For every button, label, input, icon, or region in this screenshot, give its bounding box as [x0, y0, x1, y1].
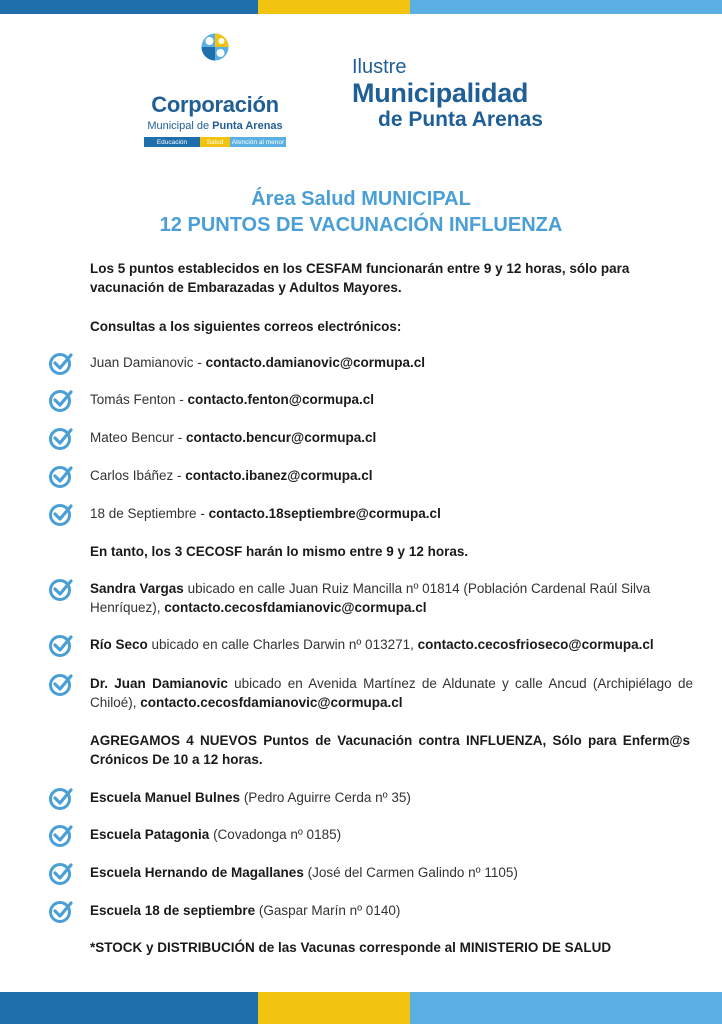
checkmark-circle-icon: [48, 671, 74, 697]
email-link[interactable]: contacto.18septiembre@cormupa.cl: [208, 506, 441, 521]
email-link[interactable]: contacto.cecosfdamianovic@cormupa.cl: [164, 600, 427, 615]
checkmark-circle-icon: [48, 501, 74, 527]
email-link[interactable]: contacto.ibanez@cormupa.cl: [185, 468, 373, 483]
list-item: Sandra Vargas ubicado en calle Juan Ruiz Mancilla nº 01814 (Población Cardenal Raúl Silva Henríquez), contacto.cecosfdamianovic@cormupa.cl: [48, 579, 693, 617]
municipalidad-logo: [352, 56, 543, 132]
list-item: Escuela 18 de septiembre (Gaspar Marín nº 0140): [48, 901, 693, 924]
tag-educacion: Educación: [144, 137, 200, 147]
checkmark-circle-icon: [48, 860, 74, 886]
email-link[interactable]: contacto.fenton@cormupa.cl: [187, 392, 374, 407]
heading-line2: 12 PUNTOS DE VACUNACIÓN INFLUENZA: [159, 214, 563, 236]
corporacion-tags: [144, 137, 286, 147]
heading-line1: Área Salud MUNICIPAL: [251, 188, 471, 210]
checkmark-circle-icon: [48, 576, 74, 602]
list-item: Escuela Patagonia (Covadonga nº 0185): [48, 825, 693, 848]
checkmark-circle-icon: [48, 822, 74, 848]
nuevos-intro-text: AGREGAMOS 4 NUEVOS Puntos de Vacunación contra INFLUENZA, Sólo para Enferm@s Crónicos De 10 a 12 horas.: [90, 733, 690, 767]
list-item: Dr. Juan Damianovic ubicado en Avenida Martínez de Aldunate y calle Ancud (Archipiélago de Chiloé), contacto.cecosfdamianovic@cormupa.cl: [48, 674, 693, 712]
footer-note: *STOCK y DISTRIBUCIÓN de las Vacunas corresponde al MINISTERIO DE SALUD: [90, 940, 612, 955]
intro-text: Los 5 puntos establecidos en los CESFAM funcionarán entre 9 y 12 horas, sólo para vacunación de Embarazadas y Adultos Mayores.: [90, 261, 630, 295]
email-link[interactable]: contacto.bencur@cormupa.cl: [186, 430, 377, 445]
tag-salud: Salud: [200, 137, 230, 147]
checkmark-circle-icon: [48, 387, 74, 413]
top-color-stripe: [0, 0, 722, 14]
checkmark-circle-icon: [48, 632, 74, 658]
cecosf-intro-text: En tanto, los 3 CECOSF harán lo mismo entre 9 y 12 horas.: [90, 544, 469, 559]
consultas-text: Consultas a los siguientes correos electrónicos:: [90, 319, 402, 334]
list-item: Tomás Fenton - contacto.fenton@cormupa.cl: [48, 390, 693, 413]
muni-line3: de Punta Arenas: [378, 108, 543, 131]
corporacion-logo-icon: [140, 32, 290, 92]
email-link[interactable]: contacto.damianovic@cormupa.cl: [205, 355, 426, 370]
list-item: Carlos Ibáñez - contacto.ibanez@cormupa.cl: [48, 466, 693, 489]
checkmark-circle-icon: [48, 463, 74, 489]
list-item: Mateo Bencur - contacto.bencur@cormupa.cl: [48, 428, 693, 451]
checkmark-circle-icon: [48, 785, 74, 811]
muni-line2: Municipalidad: [352, 78, 529, 108]
page-heading: [0, 186, 722, 238]
email-link[interactable]: contacto.cecosfdamianovic@cormupa.cl: [140, 695, 403, 710]
list-item: Río Seco ubicado en calle Charles Darwin nº 013271, contacto.cecosfrioseco@cormupa.cl: [48, 635, 693, 658]
list-item: Escuela Manuel Bulnes (Pedro Aguirre Cerda nº 35): [48, 788, 693, 811]
bottom-color-stripe: [0, 992, 722, 1024]
checkmark-circle-icon: [48, 350, 74, 376]
corporacion-subtitle: Municipal de Punta Arenas: [147, 120, 283, 132]
list-item: Juan Damianovic - contacto.damianovic@cormupa.cl: [48, 353, 693, 376]
checkmark-circle-icon: [48, 898, 74, 924]
corporacion-title: Corporación: [151, 92, 279, 117]
checkmark-circle-icon: [48, 425, 74, 451]
email-link[interactable]: contacto.cecosfrioseco@cormupa.cl: [417, 637, 654, 652]
tag-atencion: Atención al menor: [231, 138, 285, 146]
muni-line1: Ilustre: [352, 56, 407, 78]
list-item: 18 de Septiembre - contacto.18septiembre@cormupa.cl: [48, 504, 693, 527]
list-item: Escuela Hernando de Magallanes (José del Carmen Galindo nº 1105): [48, 863, 693, 886]
